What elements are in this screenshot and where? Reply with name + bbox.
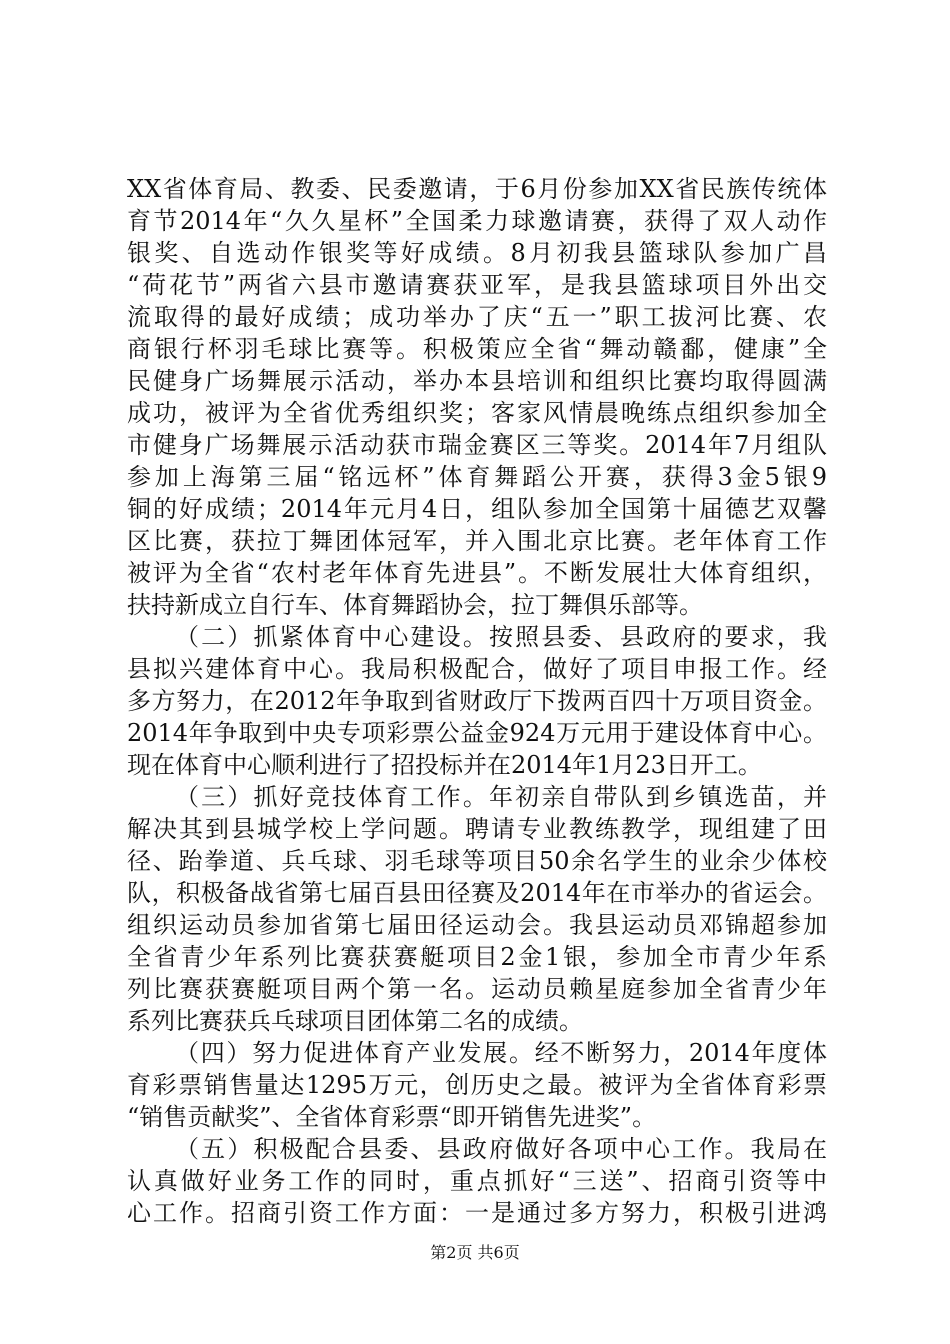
text-line: 现在体育中心顺利进行了招投标并在2014年1月23日开工。 [127,751,762,779]
text-line: “销售贡献奖”、全省体育彩票“即开销售先进奖”。 [127,1103,657,1131]
text-line: 扶持新成立自行车、体育舞蹈协会，拉丁舞俱乐部等。 [127,591,703,619]
text-line: 区比赛，获拉丁舞团体冠军，并入围北京比赛。老年体育工作 [127,527,827,555]
text-line: 列比赛获赛艇项目两个第一名。运动员赖星庭参加全省青少年 [127,975,827,1003]
text-line: 心工作。招商引资工作方面：一是通过多方努力，积极引进鸿 [127,1199,827,1227]
page-number-footer: 第2页 共6页 [430,1243,520,1262]
text-line: 解决其到县城学校上学问题。聘请专业教练教学，现组建了田 [127,815,827,843]
text-line: 被评为全省“农村老年体育先进县”。不断发展壮大体育组织， [127,559,827,587]
text-line: XX省体育局、教委、民委邀请，于6月份参加XX省民族传统体 [127,175,827,203]
text-line: 流取得的最好成绩；成功举办了庆“五一”职工拔河比赛、农 [127,303,827,331]
text-line: （二）抓紧体育中心建设。按照县委、县政府的要求，我 [175,623,827,651]
text-line: 2014年争取到中央专项彩票公益金924万元用于建设体育中心。 [127,719,827,747]
text-line: 认真做好业务工作的同时，重点抓好“三送”、招商引资等中 [127,1167,827,1195]
text-line: 组织运动员参加省第七届田径运动会。我县运动员邓锦超参加 [127,911,827,939]
text-line: 成功，被评为全省优秀组织奖；客家风情晨晚练点组织参加全 [127,399,827,427]
body-text [127,173,827,1229]
text-line: （五）积极配合县委、县政府做好各项中心工作。我局在 [175,1135,827,1163]
text-line: 系列比赛获兵乓球项目团体第二名的成绩。 [127,1007,583,1035]
text-line: 育彩票销售量达1295万元，创历史之最。被评为全省体育彩票 [127,1071,827,1099]
text-line: 市健身广场舞展示活动获市瑞金赛区三等奖。2014年7月组队 [127,431,827,459]
text-line: 商银行杯羽毛球比赛等。积极策应全省“舞动赣鄱，健康”全 [127,335,827,363]
text-line: 县拟兴建体育中心。我局积极配合，做好了项目申报工作。经 [127,655,827,683]
text-line: 育节2014年“久久星杯”全国柔力球邀请赛，获得了双人动作 [127,207,827,235]
text-line: 径、跆拳道、兵乓球、羽毛球等项目50余名学生的业余少体校 [127,847,827,875]
text-line: 银奖、自选动作银奖等好成绩。8月初我县篮球队参加广昌 [127,239,827,267]
text-line: 参加上海第三届“铭远杯”体育舞蹈公开赛，获得3金5银9 [127,463,827,491]
text-line: （四）努力促进体育产业发展。经不断努力，2014年度体 [175,1039,827,1067]
text-line: 全省青少年系列比赛获赛艇项目2金1银，参加全市青少年系 [127,943,827,971]
text-line: （三）抓好竞技体育工作。年初亲自带队到乡镇选苗，并 [175,783,827,811]
text-line: “荷花节”两省六县市邀请赛获亚军，是我县篮球项目外出交 [127,271,827,299]
text-line: 民健身广场舞展示活动，举办本县培训和组织比赛均取得圆满 [127,367,827,395]
text-line: 铜的好成绩；2014年元月4日，组队参加全国第十届德艺双馨 [127,495,827,523]
text-line: 多方努力，在2012年争取到省财政厅下拨两百四十万项目资金。 [127,687,827,715]
text-line: 队，积极备战省第七届百县田径赛及2014年在市举办的省运会。 [127,879,827,907]
